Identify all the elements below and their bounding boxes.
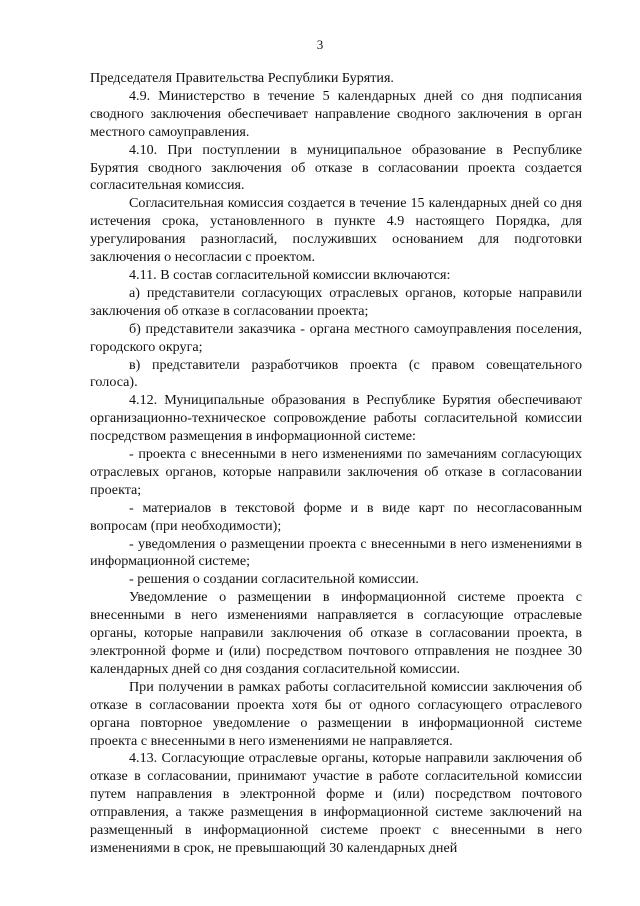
paragraph-4-13: 4.13. Согласующие отраслевые органы, которые направили заключения об отказе в согласовании, принимают участие в работе согласительной комиссии путем направления в электронной форме и (или) посредством почтового отправления, а также размещения в информационной системе заключений на размещенный в информационной системе проект с внесенными в него изменениями в срок, не превышающий 30 календарных дней <box>90 750 582 856</box>
paragraph-4-9: 4.9. Министерство в течение 5 календарных дней со дня подписания сводного заключения обеспечивает направление сводного заключения в орган местного самоуправления. <box>90 87 582 140</box>
document-body <box>90 70 582 858</box>
list-item-project: - проекта с внесенными в него изменениями по замечаниям согласующих отраслевых органов, которые направили заключения об отказе в согласовании проекта; <box>90 446 582 498</box>
paragraph-repeat-notification: При получении в рамках работы согласительной комиссии заключения об отказе в согласовании проекта хотя бы от одного согласующего отраслевого органа повторное уведомление о размещении в информационной системе проекта с внесенными в него изменениями не направляется. <box>90 678 582 749</box>
paragraph-4-11: 4.11. В состав согласительной комиссии включаются: <box>129 266 451 283</box>
paragraph-notification-sent: Уведомление о размещении в информационной системе проекта с внесенными в него изменениями направляется в согласующие отраслевые органы, которые направили заключения об отказе в согласовании проекта, в электронной форме и (или) посредством почтового отправления не позднее 30 календарных дней со дня создания согласительной комиссии. <box>90 589 582 677</box>
list-item-v: в) представители разработчиков проекта (с правом совещательного голоса). <box>90 356 582 391</box>
paragraph-commission-created: Согласительная комиссия создается в течение 15 календарных дней со дня истечения срока, установленного в пункте 4.9 настоящего Порядка, для урегулирования разногласий, послуживших основанием для подготовки заключения о несогласии с проектом. <box>90 195 582 266</box>
list-item-notification: - уведомления о размещении проекта с внесенными в него изменениями в информационной системе; <box>90 535 582 570</box>
list-item-materials: - материалов в текстовой форме и в виде карт по несогласованным вопросам (при необходимости); <box>90 499 582 534</box>
paragraph-4-10: 4.10. При поступлении в муниципальное образование в Республике Бурятия сводного заключения об отказе в согласовании проекта создается согласительная комиссия. <box>90 141 582 194</box>
list-item-decision: - решения о создании согласительной комиссии. <box>129 571 419 588</box>
list-item-a: а) представители согласующих отраслевых органов, которые направили заключения об отказе в согласовании проекта; <box>90 284 582 319</box>
list-item-b: б) представители заказчика - органа местного самоуправления поселения, городского округа; <box>90 320 582 355</box>
paragraph-continuation: Председателя Правительства Республики Бурятия. <box>90 70 394 86</box>
page-number: 3 <box>316 37 324 52</box>
paragraph-4-12: 4.12. Муниципальные образования в Республике Бурятия обеспечивают организационно-техническое сопровождение работы согласительной комиссии посредством размещения в информационной системе: <box>90 392 582 445</box>
